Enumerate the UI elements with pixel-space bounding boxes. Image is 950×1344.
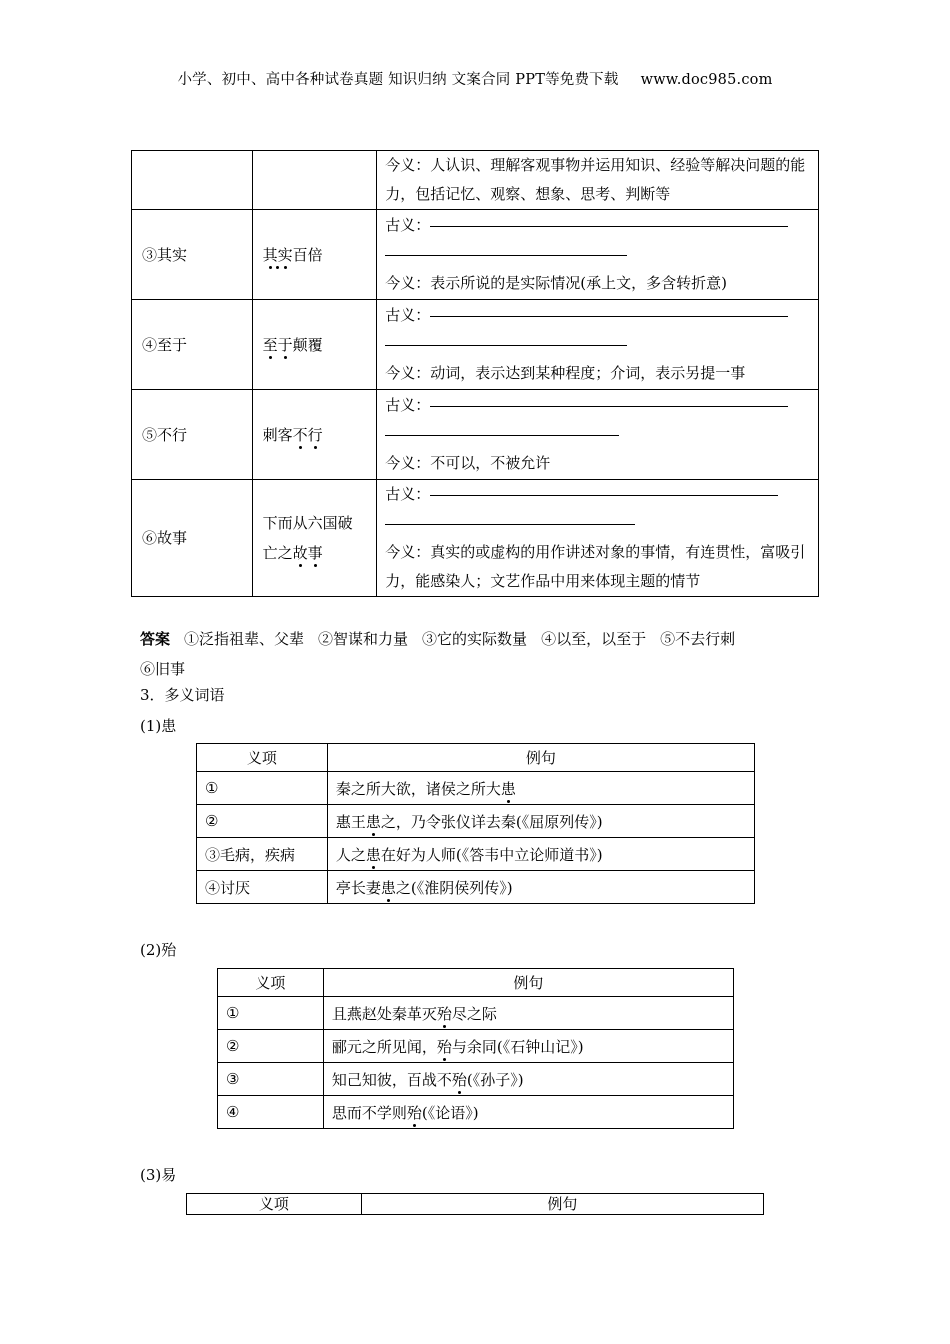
table-row: ② 惠王患之，乃令张仪详去秦(《屈原列传》) — [197, 805, 755, 838]
meaning-cell — [377, 390, 819, 480]
table-header-row: 义项 例句 — [218, 969, 734, 997]
table-row: ④ 思而不学则殆(《论语》) — [218, 1096, 734, 1129]
answer-paragraph: 答案 ①泛指祖辈、父辈 ②智谋和力量 ③它的实际数量 ④以至，以至于 ⑤不去行刺 ⑥旧事 — [140, 630, 736, 678]
answer-blank[interactable] — [430, 405, 788, 407]
dotted-word: 患 — [380, 878, 396, 897]
ancient-meaning-label: 古义： — [385, 485, 431, 503]
ancient-modern-meaning-table — [131, 150, 819, 597]
table-row: ① 且燕赵处秦革灭殆尽之际 — [218, 997, 734, 1030]
example-cell: 至于颠覆 — [252, 300, 377, 390]
dotted-word: 殆 — [451, 1070, 467, 1089]
example-cell: 下而从六国破 亡之故事 — [252, 480, 377, 597]
answer-blank[interactable] — [385, 523, 635, 525]
answer-blank[interactable] — [385, 434, 619, 436]
header-text: 小学、初中、高中各种试卷真题 知识归纳 文案合同 PPT等免费下载 — [177, 72, 619, 88]
word-cell: ⑥故事 — [132, 480, 253, 597]
dotted-word: 不行 — [292, 425, 323, 444]
answer-blank[interactable] — [430, 315, 788, 317]
dotted-word: 其实 — [262, 245, 293, 264]
table-row — [132, 390, 819, 480]
example-cell: 刺客不行 — [252, 390, 377, 480]
header-url[interactable]: www.doc985.com — [640, 72, 773, 88]
table-row — [132, 300, 819, 390]
ancient-meaning-label: 古义： — [385, 306, 431, 324]
modern-meaning: 今义：真实的或虚构的用作讲述对象的事情，有连贯性，富吸引力，能感染人；文艺作品中用来体现主题的情节 — [385, 543, 806, 590]
modern-meaning: 今义：表示所说的是实际情况(承上文，多含转折意) — [385, 274, 727, 292]
table-row — [132, 151, 819, 210]
ancient-meaning-label: 古义： — [385, 216, 431, 234]
table-row: ③毛病，疾病 人之患在好为人师(《答韦中立论师道书》) — [197, 838, 755, 871]
answer-label: 答案 — [140, 630, 171, 648]
dotted-word: 至于 — [262, 335, 293, 354]
table-header-row: 义项 例句 — [187, 1194, 764, 1215]
subsection-title: (1)患 — [140, 717, 177, 735]
polysemy-table-huan — [196, 743, 755, 904]
dotted-word: 患 — [365, 812, 381, 831]
table-header-row: 义项 例句 — [197, 744, 755, 772]
word-cell: ⑤不行 — [132, 390, 253, 480]
dotted-word: 殆 — [406, 1103, 422, 1122]
meaning-cell — [377, 210, 819, 300]
page-header — [0, 68, 950, 89]
table-row — [132, 210, 819, 300]
answer-blank[interactable] — [430, 494, 778, 496]
modern-meaning: 今义：动词，表示达到某种程度；介词，表示另提一事 — [385, 364, 746, 382]
example-cell: 其实百倍 — [252, 210, 377, 300]
table-row: ① 秦之所大欲，诸侯之所大患 — [197, 772, 755, 805]
dotted-word: 患 — [365, 845, 381, 864]
table-row: ② 郦元之所见闻，殆与余同(《石钟山记》) — [218, 1030, 734, 1063]
meaning-cell — [377, 300, 819, 390]
modern-meaning: 今义：人认识、理解客观事物并运用知识、经验等解决问题的能力，包括记忆、观察、想象、思考、判断等 — [377, 151, 819, 210]
dotted-word: 殆 — [436, 1004, 452, 1023]
answer-blank[interactable] — [385, 254, 627, 256]
section-title: 3．多义词语 — [140, 686, 225, 704]
table-row: ④讨厌 亭长妻患之(《淮阴侯列传》) — [197, 871, 755, 904]
answer-blank[interactable] — [430, 225, 788, 227]
answer-blank[interactable] — [385, 344, 627, 346]
dotted-word: 殆 — [436, 1037, 452, 1056]
word-cell: ④至于 — [132, 300, 253, 390]
meaning-cell — [377, 480, 819, 597]
modern-meaning: 今义：不可以，不被允许 — [385, 454, 551, 472]
polysemy-table-dai — [217, 968, 734, 1129]
dotted-word: 患 — [500, 779, 516, 798]
subsection-title: (2)殆 — [140, 941, 177, 959]
table-row: ③ 知己知彼，百战不殆(《孙子》) — [218, 1063, 734, 1096]
polysemy-table-yi — [186, 1193, 764, 1215]
subsection-title: (3)易 — [140, 1166, 177, 1184]
ancient-meaning-label: 古义： — [385, 396, 431, 414]
word-cell: ③其实 — [132, 210, 253, 300]
table-row — [132, 480, 819, 597]
dotted-word: 故事 — [292, 544, 323, 562]
